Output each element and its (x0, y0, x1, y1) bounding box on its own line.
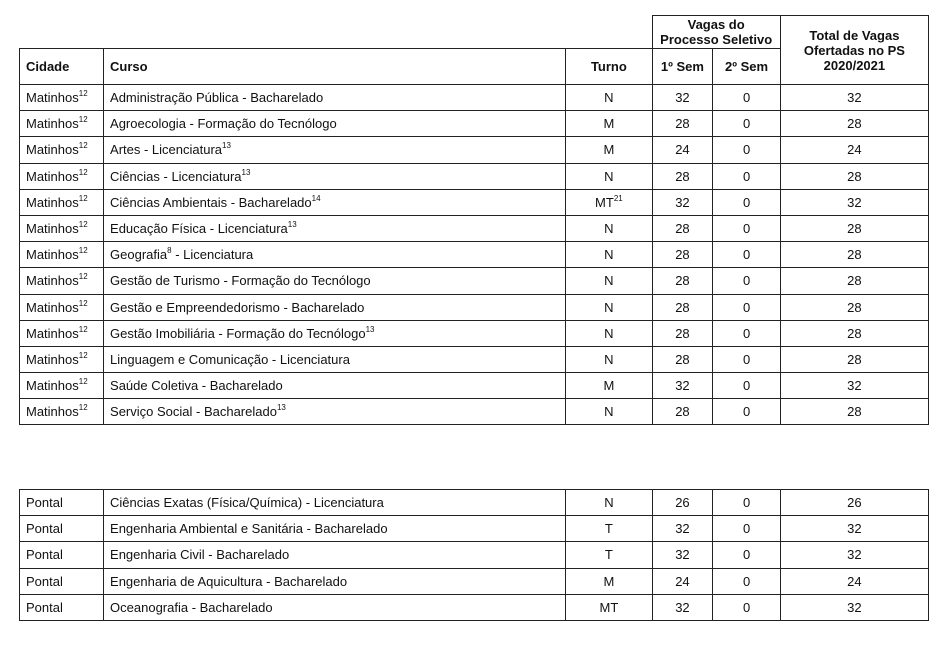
cell-cidade-text: Matinhos (26, 142, 79, 158)
cell-sem2 (713, 85, 780, 111)
cell-curso-text: Engenharia de Aquicultura - Bacharelado (110, 573, 348, 589)
cell-cidade-footnote: 12 (78, 220, 88, 230)
vagas-table-matinhos (19, 15, 929, 425)
cell-total-text: 24 (847, 142, 862, 158)
cell-total-text: 28 (847, 116, 862, 132)
cell-sem2-text: 0 (742, 495, 751, 511)
table-body-matinhos (20, 85, 929, 425)
cell-total (780, 111, 928, 137)
cell-turno-text: N (604, 299, 614, 315)
cell-curso-text: Administração Pública - Bacharelado (110, 90, 324, 106)
cell-cidade-text: Matinhos (26, 194, 79, 210)
cell-total-text: 26 (847, 495, 862, 511)
cell-cidade (20, 568, 104, 594)
cell-turno (566, 399, 652, 425)
cell-curso (104, 516, 566, 542)
cell-cidade-footnote: 12 (78, 167, 88, 177)
cell-cidade (20, 490, 104, 516)
cell-total (780, 85, 928, 111)
cell-sem2-text: 0 (742, 521, 751, 537)
cell-cidade (20, 542, 104, 568)
cell-turno-text: M (603, 378, 615, 394)
cell-total-text: 28 (847, 404, 862, 420)
cell-sem2-text: 0 (742, 116, 751, 132)
cell-sem2 (713, 268, 780, 294)
cell-total-text: 24 (847, 573, 862, 589)
cell-sem2 (713, 111, 780, 137)
cell-sem1-text: 32 (675, 599, 690, 615)
cell-sem1 (652, 242, 713, 268)
cell-sem1 (652, 373, 713, 399)
cell-cidade-footnote: 12 (78, 246, 88, 256)
cell-sem1 (652, 215, 713, 241)
table-row (20, 215, 929, 241)
table-row (20, 568, 929, 594)
cell-sem2-text: 0 (742, 299, 751, 315)
cell-total (780, 137, 928, 163)
cell-turno-text: N (604, 247, 614, 263)
cell-cidade (20, 215, 104, 241)
cell-total-text: 32 (847, 90, 862, 106)
cell-turno (566, 85, 652, 111)
cell-cidade (20, 373, 104, 399)
cell-cidade (20, 111, 104, 137)
cell-cidade-text: Matinhos (26, 351, 79, 367)
cell-sem2 (713, 373, 780, 399)
cell-sem1 (652, 85, 713, 111)
cell-curso-footnote: 13 (241, 167, 251, 177)
cell-turno-text: MT (599, 599, 619, 615)
cell-turno-text: N (604, 351, 614, 367)
cell-curso-text: Engenharia Civil - Bacharelado (110, 547, 290, 563)
cell-curso-tail: - Licenciatura (171, 247, 254, 263)
cell-turno (566, 242, 652, 268)
cell-turno-text: N (604, 90, 614, 106)
cell-sem2-text: 0 (742, 273, 751, 289)
cell-sem1 (652, 268, 713, 294)
cell-sem1-text: 28 (675, 404, 690, 420)
cell-cidade (20, 85, 104, 111)
cell-sem2 (713, 137, 780, 163)
cell-total (780, 490, 928, 516)
cell-cidade-footnote: 12 (78, 193, 88, 203)
cell-cidade (20, 268, 104, 294)
cell-turno-text: N (604, 495, 614, 511)
table-row (20, 594, 929, 620)
cell-total (780, 542, 928, 568)
cell-sem2 (713, 568, 780, 594)
cell-turno-text: N (604, 404, 614, 420)
table-row (20, 320, 929, 346)
cell-cidade-text: Matinhos (26, 168, 79, 184)
cell-sem2-text: 0 (742, 247, 751, 263)
cell-turno (566, 163, 652, 189)
cell-sem2-text: 0 (742, 573, 751, 589)
cell-turno-text: N (604, 221, 614, 237)
cell-sem1-text: 28 (675, 325, 690, 341)
table-body-pontal (20, 490, 929, 621)
cell-turno-text: N (604, 325, 614, 341)
cell-curso-footnote: 13 (276, 403, 286, 413)
cell-cidade-footnote: 12 (78, 403, 88, 413)
cell-turno-text: N (604, 168, 614, 184)
header-turno: Turno (566, 49, 652, 85)
cell-curso-text: Agroecologia - Formação do Tecnólogo (110, 116, 337, 132)
cell-cidade-footnote: 12 (78, 272, 88, 282)
cell-total-text: 28 (847, 325, 862, 341)
cell-turno (566, 137, 652, 163)
cell-curso (104, 137, 566, 163)
table-row (20, 137, 929, 163)
table-row (20, 373, 929, 399)
cell-sem2-text: 0 (742, 168, 751, 184)
cell-curso-footnote: 13 (287, 220, 297, 230)
header-spacer (20, 16, 653, 49)
cell-curso (104, 490, 566, 516)
cell-cidade-footnote: 12 (78, 377, 88, 387)
cell-sem1 (652, 346, 713, 372)
cell-cidade (20, 399, 104, 425)
cell-sem1 (652, 163, 713, 189)
cell-total-text: 28 (847, 168, 862, 184)
cell-sem1 (652, 568, 713, 594)
cell-curso (104, 85, 566, 111)
table-row (20, 399, 929, 425)
table-row (20, 163, 929, 189)
cell-turno (566, 189, 652, 215)
cell-turno (566, 594, 652, 620)
cell-sem1-text: 24 (675, 573, 690, 589)
header-cidade: Cidade (20, 49, 104, 85)
cell-cidade (20, 346, 104, 372)
cell-curso (104, 189, 566, 215)
cell-cidade-footnote: 12 (78, 324, 88, 334)
table-row (20, 542, 929, 568)
cell-sem1 (652, 294, 713, 320)
cell-cidade-text: Matinhos (26, 325, 79, 341)
cell-sem2 (713, 594, 780, 620)
cell-total (780, 568, 928, 594)
header-total: Total de Vagas Ofertadas no PS 2020/2021 (780, 16, 928, 85)
cell-sem2-text: 0 (742, 142, 751, 158)
cell-curso-text: Serviço Social - Bacharelado (110, 404, 277, 420)
cell-sem2-text: 0 (742, 194, 751, 210)
cell-curso-text: Geografia (110, 247, 168, 263)
cell-total (780, 163, 928, 189)
cell-turno (566, 346, 652, 372)
cell-curso (104, 346, 566, 372)
table-row (20, 268, 929, 294)
cell-sem1 (652, 516, 713, 542)
cell-curso (104, 215, 566, 241)
cell-sem1-text: 28 (675, 168, 690, 184)
cell-cidade-footnote: 12 (78, 141, 88, 151)
header-curso: Curso (104, 49, 566, 85)
cell-curso (104, 594, 566, 620)
cell-curso (104, 294, 566, 320)
cell-turno (566, 320, 652, 346)
cell-sem1-text: 24 (675, 142, 690, 158)
cell-total-text: 28 (847, 299, 862, 315)
cell-sem1-text: 28 (675, 273, 690, 289)
cell-total-text: 32 (847, 521, 862, 537)
cell-turno (566, 294, 652, 320)
cell-cidade-text: Matinhos (26, 273, 79, 289)
cell-sem2 (713, 163, 780, 189)
cell-total (780, 373, 928, 399)
cell-cidade (20, 320, 104, 346)
cell-cidade-footnote: 12 (78, 115, 88, 125)
cell-total-text: 28 (847, 221, 862, 237)
cell-turno (566, 542, 652, 568)
cell-sem2 (713, 516, 780, 542)
cell-total-text: 32 (847, 547, 862, 563)
cell-sem1 (652, 594, 713, 620)
cell-cidade-text: Pontal (26, 599, 63, 615)
cell-total (780, 268, 928, 294)
cell-curso (104, 568, 566, 594)
cell-total-text: 28 (847, 351, 862, 367)
cell-total-text: 28 (847, 247, 862, 263)
cell-sem2-text: 0 (742, 599, 751, 615)
cell-turno-text: M (603, 116, 615, 132)
cell-sem1-text: 26 (675, 495, 690, 511)
cell-curso-text: Oceanografia - Bacharelado (110, 599, 273, 615)
table-row (20, 490, 929, 516)
cell-curso-text: Gestão e Empreendedorismo - Bacharelado (110, 299, 365, 315)
cell-curso (104, 163, 566, 189)
cell-sem2-text: 0 (742, 547, 751, 563)
cell-curso (104, 542, 566, 568)
cell-turno-text: MT (595, 194, 614, 210)
cell-curso (104, 242, 566, 268)
cell-curso-text: Saúde Coletiva - Bacharelado (110, 378, 283, 394)
cell-sem2 (713, 242, 780, 268)
cell-sem2-text: 0 (742, 404, 751, 420)
cell-sem2 (713, 189, 780, 215)
cell-sem1-text: 28 (675, 299, 690, 315)
cell-cidade-text: Matinhos (26, 404, 79, 420)
cell-cidade (20, 242, 104, 268)
cell-sem2-text: 0 (742, 378, 751, 394)
cell-curso-text: Ciências Exatas (Física/Química) - Licenciatura (110, 495, 384, 511)
cell-total-text: 28 (847, 273, 862, 289)
cell-curso (104, 268, 566, 294)
cell-turno-text: T (604, 521, 613, 537)
cell-curso-footnote: 8 (167, 246, 172, 256)
cell-sem2-text: 0 (742, 325, 751, 341)
cell-cidade-text: Pontal (26, 547, 63, 563)
cell-total (780, 594, 928, 620)
cell-total (780, 399, 928, 425)
cell-turno (566, 268, 652, 294)
cell-turno-footnote: 21 (613, 193, 623, 203)
cell-turno (566, 111, 652, 137)
cell-curso-text: Gestão de Turismo - Formação do Tecnólogo (110, 273, 371, 289)
cell-turno-text: M (603, 142, 615, 158)
cell-sem2 (713, 215, 780, 241)
cell-sem1-text: 32 (675, 378, 690, 394)
cell-sem2-text: 0 (742, 351, 751, 367)
cell-sem2 (713, 294, 780, 320)
cell-total-text: 32 (847, 194, 862, 210)
cell-cidade (20, 594, 104, 620)
cell-curso (104, 320, 566, 346)
cell-total (780, 320, 928, 346)
cell-sem1 (652, 490, 713, 516)
cell-turno-text: T (604, 547, 613, 563)
cell-sem1-text: 28 (675, 247, 690, 263)
vagas-table-pontal (19, 489, 929, 621)
table-row (20, 516, 929, 542)
cell-curso-text: Artes - Licenciatura (110, 142, 223, 158)
cell-curso-text: Linguagem e Comunicação - Licenciatura (110, 351, 350, 367)
cell-sem1-text: 28 (675, 116, 690, 132)
cell-cidade-text: Matinhos (26, 247, 79, 263)
cell-curso (104, 373, 566, 399)
cell-curso-text: Gestão Imobiliária - Formação do Tecnólogo (110, 325, 366, 341)
table-row (20, 242, 929, 268)
cell-sem2-text: 0 (742, 221, 751, 237)
cell-sem1 (652, 320, 713, 346)
cell-cidade-footnote: 12 (78, 298, 88, 308)
cell-turno (566, 490, 652, 516)
cell-cidade-footnote: 12 (78, 89, 88, 99)
cell-cidade-text: Matinhos (26, 221, 79, 237)
cell-total (780, 189, 928, 215)
cell-cidade (20, 163, 104, 189)
cell-turno (566, 568, 652, 594)
cell-cidade-text: Matinhos (26, 116, 79, 132)
cell-sem1 (652, 189, 713, 215)
cell-curso (104, 399, 566, 425)
table-row (20, 111, 929, 137)
cell-cidade-text: Pontal (26, 573, 63, 589)
cell-sem1-text: 32 (675, 194, 690, 210)
cell-sem1 (652, 542, 713, 568)
header-sem2: 2º Sem (713, 49, 780, 85)
cell-sem1-text: 28 (675, 221, 690, 237)
table-row (20, 346, 929, 372)
cell-total (780, 242, 928, 268)
cell-sem2 (713, 346, 780, 372)
cell-sem1-text: 32 (675, 90, 690, 106)
cell-curso-text: Educação Física - Licenciatura (110, 221, 288, 237)
cell-curso-footnote: 14 (311, 193, 321, 203)
cell-sem1-text: 32 (675, 547, 690, 563)
cell-cidade-text: Pontal (26, 495, 63, 511)
cell-curso-footnote: 13 (222, 141, 231, 151)
cell-total-text: 32 (847, 378, 862, 394)
cell-sem1-text: 32 (675, 521, 690, 537)
cell-curso-text: Ciências - Licenciatura (110, 168, 242, 184)
cell-turno-text: M (603, 573, 615, 589)
cell-sem2 (713, 320, 780, 346)
cell-turno (566, 516, 652, 542)
cell-sem2 (713, 542, 780, 568)
cell-turno (566, 373, 652, 399)
cell-turno (566, 215, 652, 241)
cell-sem2 (713, 399, 780, 425)
cell-cidade-text: Matinhos (26, 378, 79, 394)
header-sem1: 1º Sem (652, 49, 713, 85)
cell-total-text: 32 (847, 599, 862, 615)
cell-cidade (20, 516, 104, 542)
cell-curso-text: Ciências Ambientais - Bacharelado (110, 194, 312, 210)
cell-sem2 (713, 490, 780, 516)
table-row (20, 85, 929, 111)
cell-sem1 (652, 399, 713, 425)
cell-cidade (20, 294, 104, 320)
table-row (20, 294, 929, 320)
cell-curso-footnote: 13 (365, 324, 375, 334)
cell-cidade-text: Matinhos (26, 299, 79, 315)
cell-curso (104, 111, 566, 137)
cell-total (780, 294, 928, 320)
cell-sem2-text: 0 (742, 90, 751, 106)
cell-sem1 (652, 111, 713, 137)
cell-turno-text: N (604, 273, 614, 289)
cell-total (780, 516, 928, 542)
cell-cidade-text: Pontal (26, 521, 63, 537)
cell-cidade-text: Matinhos (26, 90, 79, 106)
cell-sem1 (652, 137, 713, 163)
cell-cidade-footnote: 12 (78, 350, 88, 360)
cell-cidade (20, 137, 104, 163)
header-vagas-group: Vagas do Processo Seletivo (652, 16, 780, 49)
cell-curso-text: Engenharia Ambiental e Sanitária - Bacharelado (110, 521, 388, 537)
table-row (20, 189, 929, 215)
cell-total (780, 215, 928, 241)
cell-sem1-text: 28 (675, 351, 690, 367)
cell-cidade (20, 189, 104, 215)
cell-total (780, 346, 928, 372)
